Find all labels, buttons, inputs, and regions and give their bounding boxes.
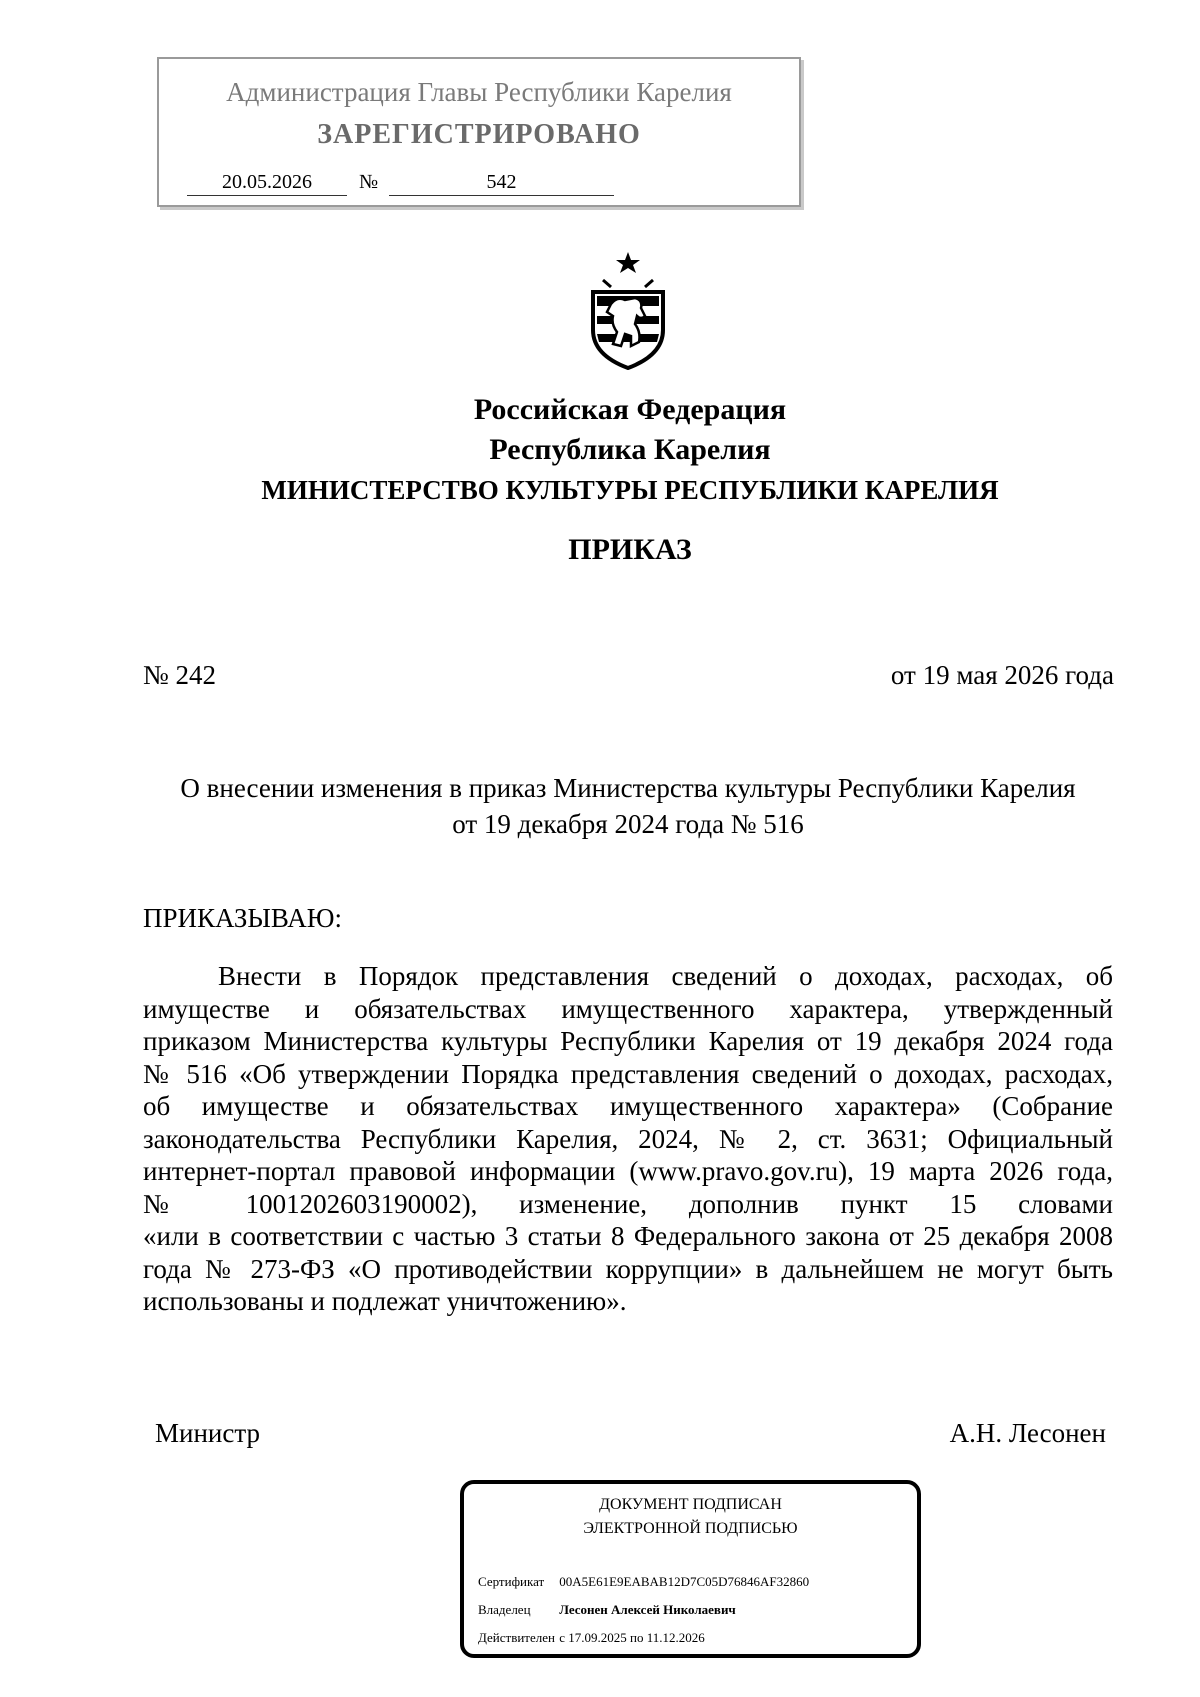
- body-line: имуществе и обязательствах имущественного характера, утвержденный: [143, 993, 1113, 1024]
- document-type-title: ПРИКАЗ: [568, 533, 692, 566]
- body-line: законодательства Республики Карелия, 2024, № 2, ст. 3631; Официальный: [143, 1123, 1113, 1154]
- esig-title-line-2: ЭЛЕКТРОННОЙ ПОДПИСЬЮ: [583, 1520, 798, 1537]
- esig-owner-row: [478, 1602, 736, 1618]
- body-line: «или в соответствии с частью 3 статьи 8 Федерального закона от 25 декабря 2008: [143, 1221, 1113, 1251]
- esig-valid-value: с 17.09.2025 по 11.12.2026: [559, 1630, 705, 1645]
- heading-federation: Российская Федерация: [473, 393, 787, 426]
- subject-line-1: О внесении изменения в приказ Министерства культуры Республики Карелия: [180, 773, 1076, 803]
- order-number: № 242: [143, 660, 217, 690]
- registration-stamp: [157, 57, 801, 207]
- body-line: Внести в Порядок представления сведений о доходах, расходах, об: [218, 961, 1113, 991]
- esig-owner-value: Лесонен Алексей Николаевич: [559, 1602, 736, 1617]
- heading-republic: Республика Карелия: [489, 433, 771, 466]
- esig-owner-label: Владелец: [478, 1602, 531, 1617]
- body-line: использованы и подлежат уничтожению».: [143, 1286, 627, 1316]
- esig-valid-row: [478, 1630, 705, 1646]
- registration-stamp-authority: Администрация Главы Республики Карелия: [226, 77, 732, 107]
- signatory-name: А.Н. Лесонен: [949, 1418, 1106, 1448]
- esig-title-line-1: ДОКУМЕНТ ПОДПИСАН: [599, 1496, 782, 1513]
- subject-line-2: от 19 декабря 2024 года № 516: [452, 809, 804, 839]
- body-paragraph: [143, 960, 1113, 1318]
- registration-number: 542: [389, 171, 614, 196]
- electronic-signature-stamp: [460, 1480, 921, 1658]
- body-line: интернет-портал правовой информации (www.pravo.gov.ru), 19 марта 2026 года,: [143, 1156, 1113, 1186]
- registration-stamp-label: ЗАРЕГИСТРИРОВАНО: [317, 119, 641, 150]
- body-line: № 1001202603190002), изменение, дополнив пункт 15 словами: [143, 1188, 1113, 1219]
- decree-word: ПРИКАЗЫВАЮ:: [143, 903, 342, 933]
- coat-of-arms-icon: [583, 250, 673, 370]
- esig-valid-label: Действителен: [478, 1630, 555, 1645]
- signatory-title: Министр: [155, 1418, 260, 1448]
- heading-ministry: МИНИСТЕРСТВО КУЛЬТУРЫ РЕСПУБЛИКИ КАРЕЛИЯ: [261, 475, 999, 505]
- esig-certificate-row: [478, 1574, 809, 1590]
- body-line: № 516 «Об утверждении Порядка представления сведений о доходах, расходах,: [143, 1058, 1113, 1089]
- body-line: об имуществе и обязательствах имущественного характера» (Собрание: [143, 1091, 1113, 1121]
- order-date: от 19 мая 2026 года: [890, 660, 1114, 690]
- registration-number-sign: №: [359, 171, 379, 193]
- esig-certificate-label: Сертификат: [478, 1574, 545, 1589]
- esig-certificate-value: 00A5E61E9EABAB12D7C05D76846AF32860: [559, 1574, 810, 1589]
- body-line: приказом Министерства культуры Республики Карелия от 19 декабря 2024 года: [143, 1026, 1113, 1056]
- registration-date: 20.05.2026: [187, 171, 347, 196]
- body-line: года № 273-ФЗ «О противодействии коррупции» в дальнейшем не могут быть: [143, 1253, 1113, 1284]
